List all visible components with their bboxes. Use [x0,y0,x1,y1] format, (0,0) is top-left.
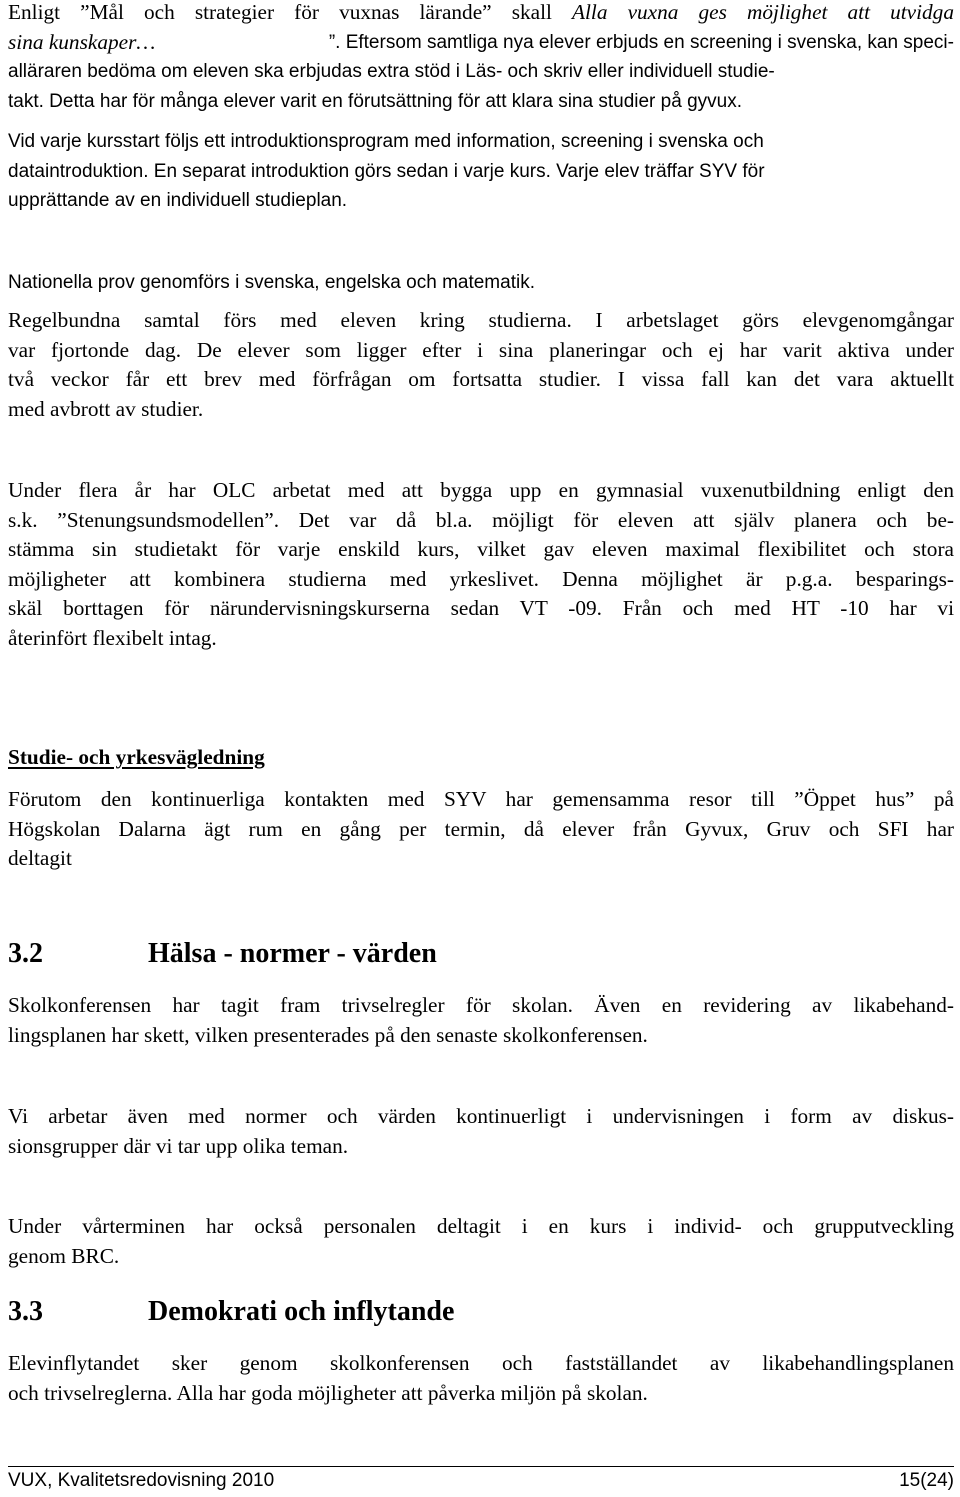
paragraph-national-tests [8,268,954,298]
paragraph-regular-talks [8,306,954,424]
text-line: och trivselreglerna. Alla har goda möjligheter att påverka miljön på skolan. [8,1380,648,1405]
paragraph-intro-program [8,127,954,216]
text-line: återinfört flexibelt intag. [8,625,217,650]
text-line: skäl borttagen för närundervisningskurserna sedan VT -09. Från och med HT -10 har vi [8,596,954,621]
text-line: med avbrott av studier. [8,396,204,421]
paragraph-student-influence [8,1349,954,1408]
paragraph-guidance [8,785,954,874]
text-line: Vid varje kursstart följs ett introduktionsprogram med information, screening i svenska och [8,131,764,152]
section-title: Demokrati och inflytande [148,1296,455,1327]
text-line: Under vårterminen har också personalen deltagit i en kurs i individ- och grupputveckling [8,1214,954,1238]
subheading-guidance: Studie- och yrkesvägledning [8,745,265,769]
text-line: lingsplanen har skett, vilken presenterades på den senaste skolkonferensen. [8,1022,648,1047]
text-line: Förutom den kontinuerliga kontakten med SYV har gemensamma resor till ”Öppet hus” på [8,787,954,811]
text-line: Nationella prov genomförs i svenska, engelska och matematik. [8,272,535,293]
text-line: genom BRC. [8,1243,120,1268]
text-line: Regelbundna samtal förs med eleven kring studierna. I arbetslaget görs elevgenomgångar [8,308,954,332]
text-line: takt. Detta har för många elever varit en förutsättning för att klara sina studier på gyvux. [8,90,742,112]
footer-document-title: VUX, Kvalitetsredovisning 2010 [8,1470,275,1491]
paragraph-goals [8,0,954,116]
text-line: sionsgrupper där vi tar upp olika teman. [8,1133,349,1158]
text-line: Enligt ”Mål och strategier för vuxnas lärande” skall Alla vuxna ges möjlighet att utvidga [8,0,954,24]
text-line: Skolkonferensen har tagit fram trivselregler för skolan. Även en revidering av likabehand- [8,993,954,1017]
text-line: Högskolan Dalarna ägt rum en gång per termin, då elever från Gyvux, Gruv och SFI har [8,816,954,841]
section-heading-3-3 [8,1296,454,1328]
text-line: deltagit [8,846,72,871]
text-line: s.k. ”Stenungsundsmodellen”. Det var då bl.a. möjligt för eleven att själv planera och be- [8,507,954,532]
text-line: möjligheter att kombinera studierna med yrkeslivet. Denna möjlighet är p.g.a. besparings- [8,566,954,591]
text-line: två veckor får ett brev med förfrågan om fortsatta studier. I vissa fall kan det vara aktuellt [8,367,954,392]
paragraph-norms-values [8,1102,954,1161]
footer-page-number: 15(24) [899,1470,954,1491]
text-line: stämma sin studietakt för varje enskild kurs, vilket gav eleven maximal flexibilitet och stora [8,537,954,562]
text-line: Elevinflytandet sker genom skolkonferensen och fastställandet av likabehandlingsplanen [8,1351,954,1375]
section-number: 3.2 [8,938,43,969]
paragraph-olc-model [8,476,954,654]
text-line: dataintroduktion. En separat introduktion görs sedan i varje kurs. Varje elev träffar SYV för [8,160,765,182]
section-title: Hälsa - normer - värden [148,938,437,969]
text-line: Vi arbetar även med normer och värden kontinuerligt i undervisningen i form av diskus- [8,1104,954,1128]
paragraph-staff-course [8,1212,954,1271]
text-line: sina kunskaper… ”. Eftersom samtliga nya elever erbjuds en screening i svenska, kan speci- [8,29,954,54]
text-line: var fjortonde dag. De elever som ligger efter i sina planeringar och ej har varit aktiva under [8,337,954,362]
section-heading-3-2 [8,938,437,970]
paragraph-school-conference [8,991,954,1050]
page-footer [8,1466,954,1492]
text-line: alläraren bedöma om eleven ska erbjudas extra stöd i Läs- och skriv eller individuell studie- [8,61,775,83]
section-number: 3.3 [8,1296,43,1327]
text-line: Under flera år har OLC arbetat med att bygga upp en gymnasial vuxenutbildning enligt den [8,478,954,502]
text-line: upprättande av en individuell studieplan. [8,190,348,212]
